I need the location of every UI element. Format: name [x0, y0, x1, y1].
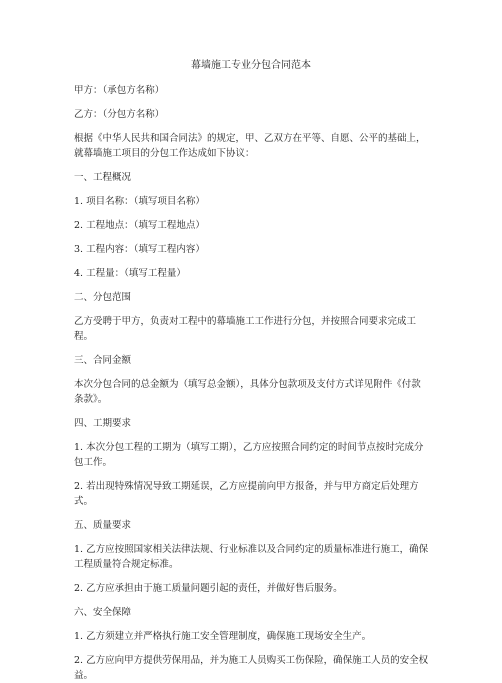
section-heading: 五、质量要求 [74, 520, 132, 531]
party-b-line: 乙方：（分包方名称） [74, 109, 165, 120]
clause-item: 2. 若出现特殊情况导致工期延误，乙方应提前向甲方报备，并与甲方商定后处理方式。 [74, 481, 419, 507]
document-body [74, 83, 430, 683]
section-heading: 二、分包范围 [74, 292, 132, 303]
document-title: 幕墙施工专业分包合同范本 [191, 60, 311, 71]
section-heading: 四、工期要求 [74, 418, 132, 429]
section-heading: 一、工程概况 [74, 172, 132, 183]
clause-item: 2. 乙方应向甲方提供劳保用品，并为施工人员购买工伤保险，确保施工人员的安全权益。 [74, 655, 429, 681]
clause-item: 1. 本次分包工程的工期为（填写工期），乙方应按照合同约定的时间节点按时完成分包工作。 [74, 442, 424, 468]
clause-item: 1. 项目名称：（填写项目名称） [74, 196, 205, 207]
clause-paragraph: 本次分包合同的总金额为（填写总金额），具体分包款项及支付方式详见附件《付款条款》。 [74, 379, 421, 405]
party-a-line: 甲方：（承包方名称） [74, 85, 165, 96]
clause-item: 1. 乙方须建立并严格执行施工安全管理制度，确保施工现场安全生产。 [74, 631, 372, 642]
clause-item: 3. 工程内容：（填写工程内容） [74, 244, 205, 255]
clause-item: 2. 乙方应承担由于施工质量问题引起的责任，并做好售后服务。 [74, 583, 343, 594]
preamble-paragraph: 根据《中华人民共和国合同法》的规定，甲、乙双方在平等、自愿、公平的基础上，就幕墙施工项目的分包工作达成如下协议： [74, 133, 426, 159]
clause-item: 4. 工程量：（填写工程量） [74, 268, 186, 279]
section-heading: 三、合同金额 [74, 355, 132, 366]
clause-item: 2. 工程地点：（填写工程地点） [74, 220, 205, 231]
clause-item: 1. 乙方应按照国家相关法律法规、行业标准以及合同约定的质量标准进行施工，确保工程质量符合规定标准。 [74, 544, 429, 570]
section-heading: 六、安全保障 [74, 607, 132, 618]
clause-paragraph: 乙方受聘于甲方，负责对工程中的幕墙施工工作进行分包，并按照合同要求完成工程。 [74, 316, 417, 342]
